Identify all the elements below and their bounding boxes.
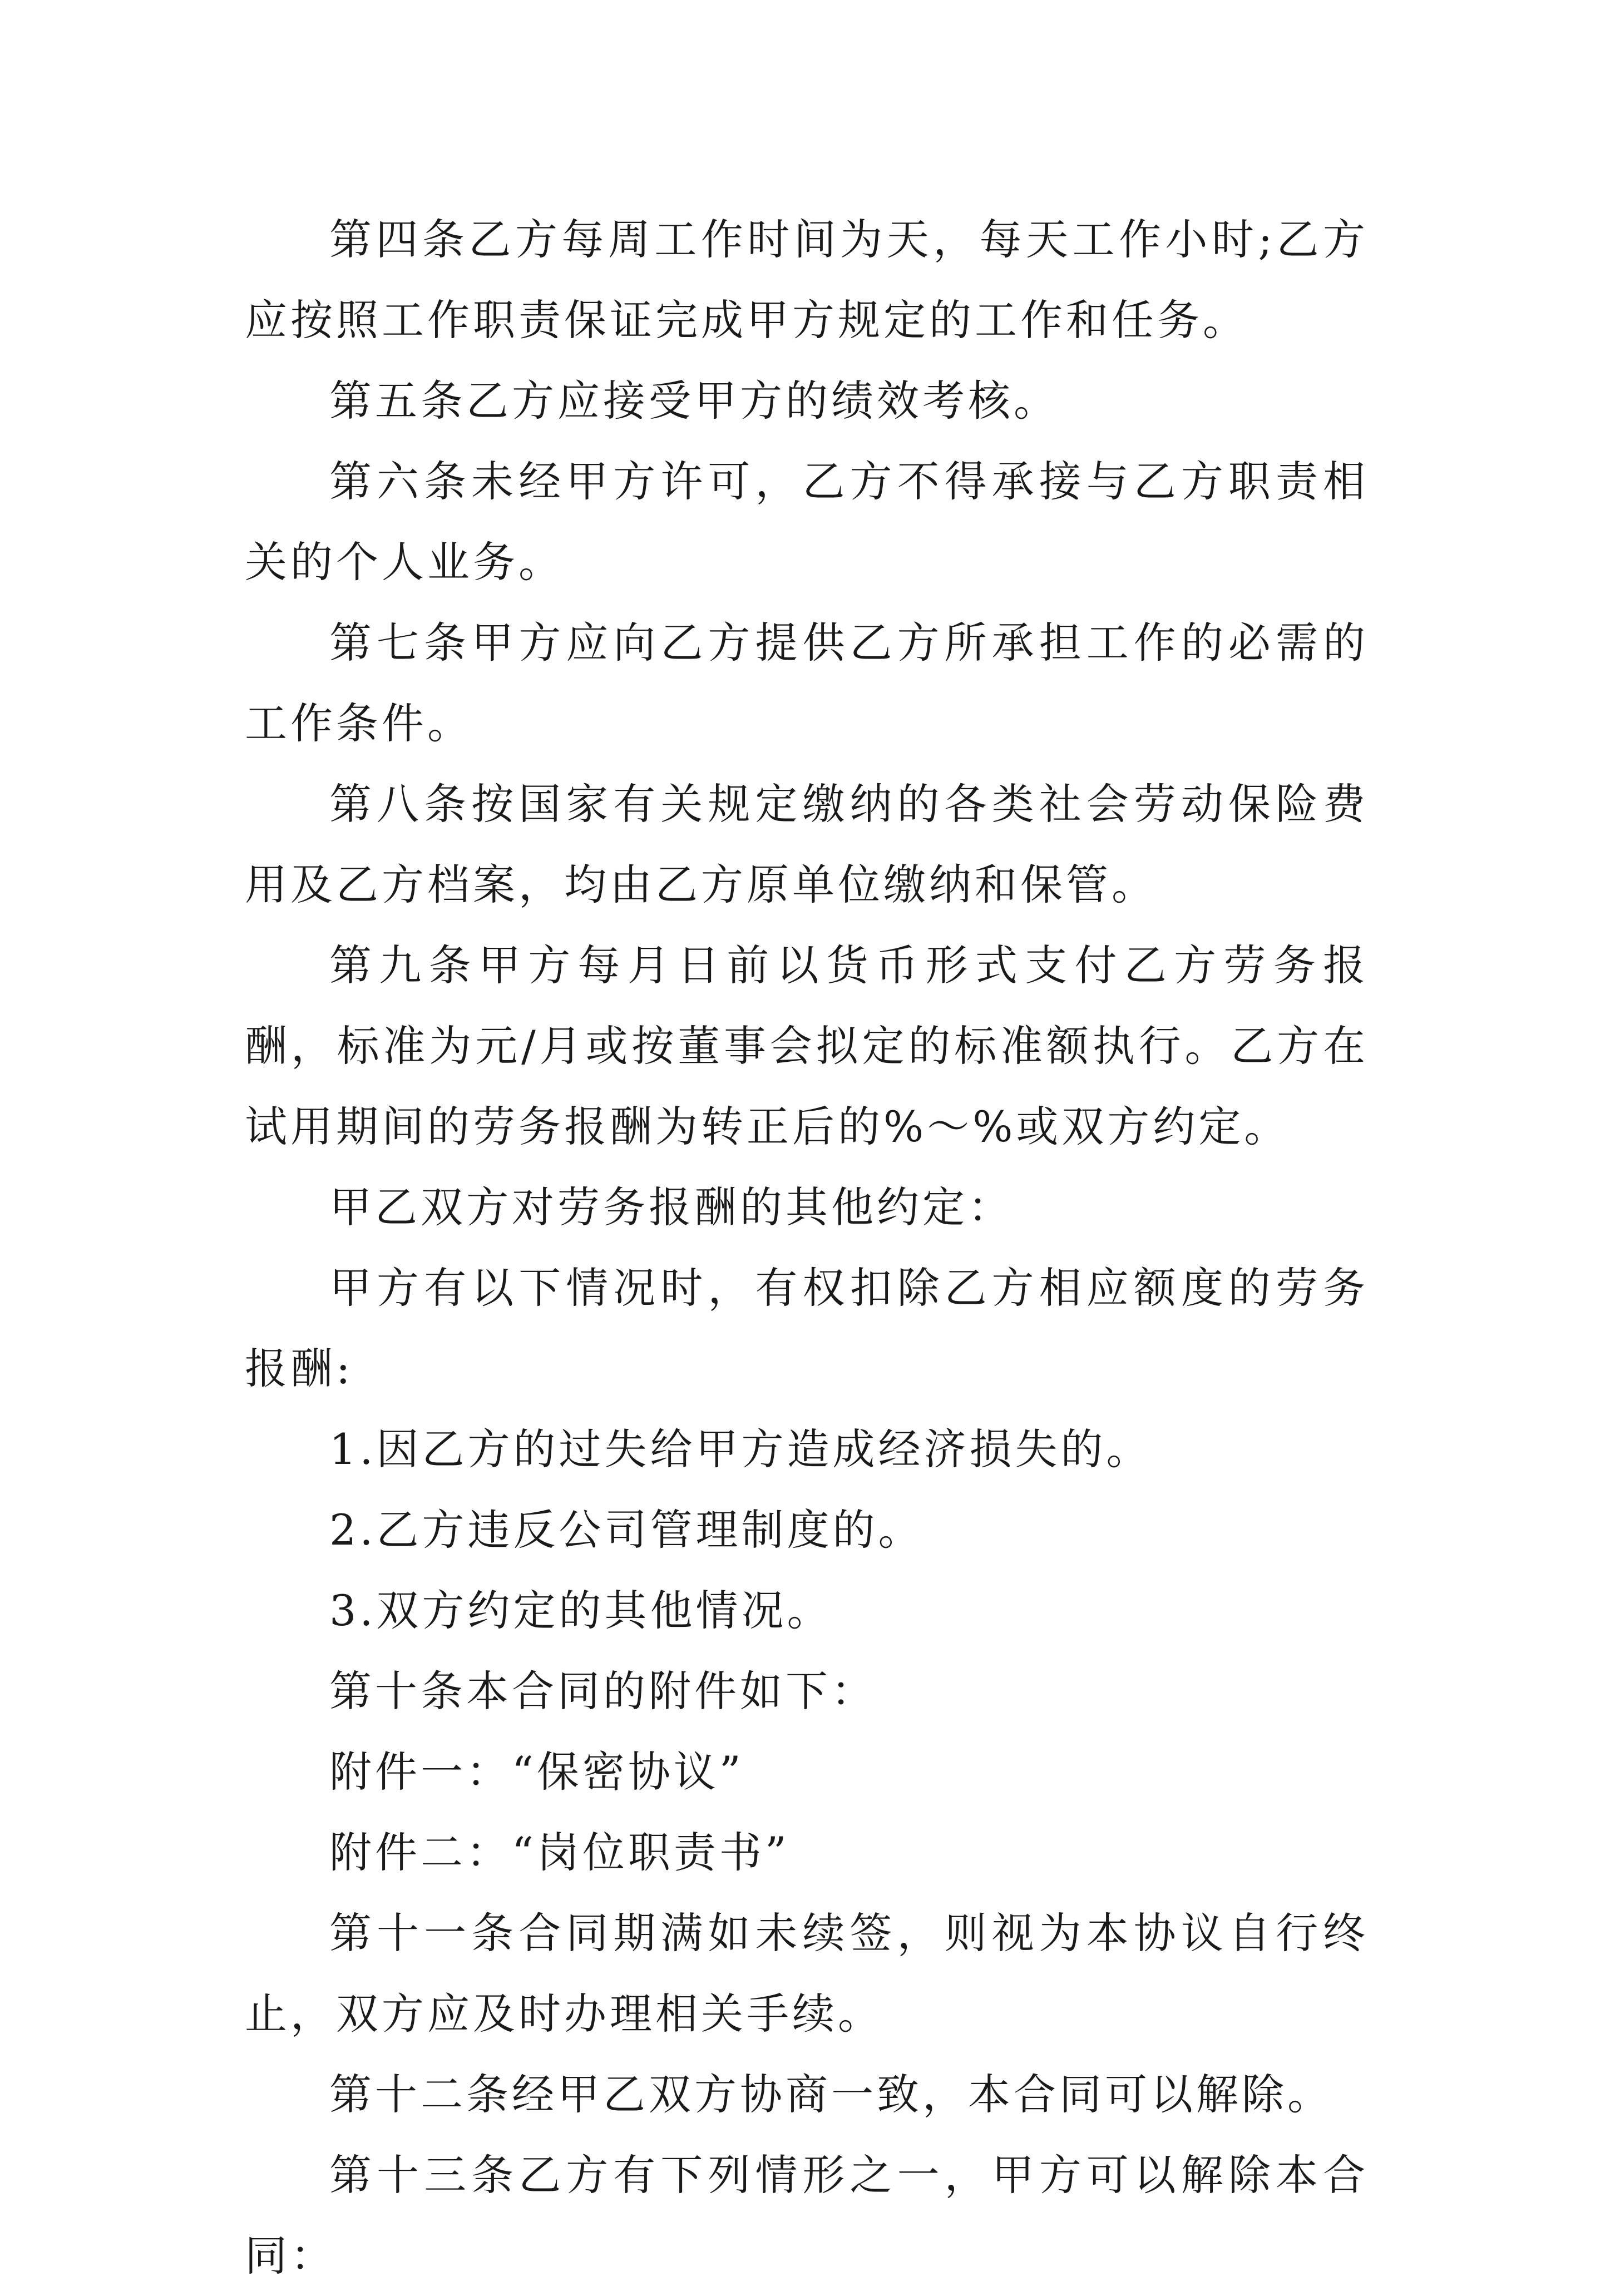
paragraph-article-6: 第六条未经甲方许可，乙方不得承接与乙方职责相关的个人业务。: [245, 457, 1369, 587]
list-item-deduction-1: 1.因乙方的过失给甲方造成经济损失的。: [329, 1424, 1152, 1474]
paragraph-article-9: 第九条甲方每月日前以货币形式支付乙方劳务报酬，标准为元/月或按董事会拟定的标准额执行。乙方在试用期间的劳务报酬为转正后的%～%或双方约定。: [245, 941, 1369, 1151]
paragraph-article-11: 第十一条合同期满如未续签，则视为本协议自行终止，双方应及时办理相关手续。: [245, 1908, 1369, 2038]
paragraph-deduction-conditions: 甲方有以下情况时，有权扣除乙方相应额度的劳务报酬:: [245, 1263, 1369, 1393]
paragraph-article-7: 第七条甲方应向乙方提供乙方所承担工作的必需的工作条件。: [245, 618, 1369, 748]
paragraph-article-8: 第八条按国家有关规定缴纳的各类社会劳动保险费用及乙方档案，均由乙方原单位缴纳和保管。: [245, 779, 1369, 909]
paragraph-article-13: 第十三条乙方有下列情形之一，甲方可以解除本合同：: [245, 2150, 1369, 2280]
paragraph-article-12: 第十二条经甲乙双方协商一致，本合同可以解除。: [329, 2070, 1333, 2119]
attachment-1: 附件一：“保密协议”: [329, 1747, 744, 1797]
document-body: [245, 199, 1369, 2296]
paragraph-article-5: 第五条乙方应接受甲方的绩效考核。: [329, 376, 1059, 425]
paragraph-other-agreements: 甲乙双方对劳务报酬的其他约定：: [329, 1182, 1014, 1232]
attachment-2: 附件二：“岗位职责书”: [329, 1828, 790, 1877]
paragraph-article-4: 第四条乙方每周工作时间为天，每天工作小时;乙方应按照工作职责保证完成甲方规定的工作和任务。: [245, 215, 1369, 345]
list-item-deduction-3: 3.双方约定的其他情况。: [329, 1586, 833, 1635]
list-item-deduction-2: 2.乙方违反公司管理制度的。: [329, 1505, 924, 1555]
paragraph-article-10: 第十条本合同的附件如下：: [329, 1666, 877, 1716]
